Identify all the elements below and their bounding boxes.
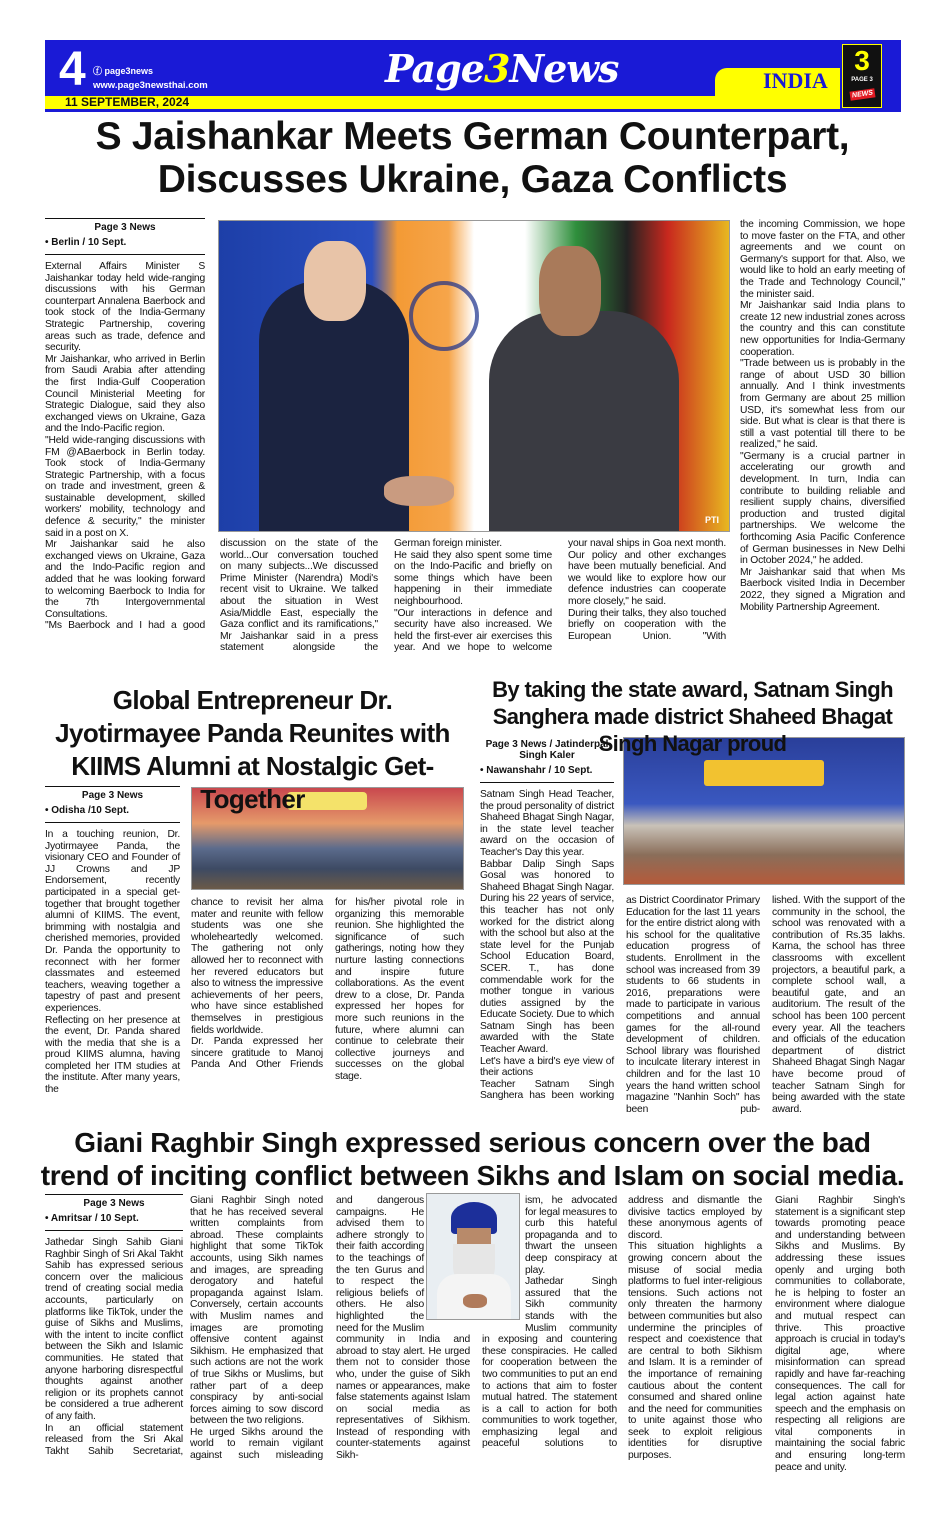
logo-text-left: Page (385, 46, 484, 91)
paragraph: the incoming Commission, we hope to move faster on the FTA, and other agreements and we count on Germany's support for that. Also, we would like to hold an early meeting of the Trade and Technology Council," the minister said. (740, 219, 905, 300)
logo-text-right: News (509, 46, 619, 91)
facebook-icon: ⓕ (93, 66, 105, 76)
face-baerbock (304, 241, 366, 321)
page-number: 4 (59, 43, 86, 96)
paragraph: During their talks, they also touched briefly on cooperation with the European Union. "With (568, 607, 726, 642)
byline-source: Page 3 News / Jatinderpal Singh Kaler (485, 739, 609, 761)
paragraph: Babbar Dalip Singh Saps Gosal was honored to Shaheed Bhagat Singh Nagar. During his 22 years of service, this teacher has not only worked for the district along with the school but also at the state level for the Punjab School Education Board, SCER. T., has done commendable work for the mother tongue in various duties assigned by the Educate Society. Due to which Satnam Singh has been awarded with the State Teacher Award. (480, 858, 614, 1056)
headline-satnam-singh: By taking the state award, Satnam Singh Sanghera made district Shaheed Bhagat Singh Nagar proud (492, 677, 893, 756)
paragraph: This situation highlights a growing concern about the misuse of social media platforms to fuel inter-religious tensions. Such actions not only threaten the harmony between communities but also undermine the principles of respect and coexistence that are central to both Sikhism and Islam. It is a reminder of the importance of remaining cautious about the content consumed and shared online and the need for communities to unite against those who seek to exploit religious identities for disruptive purposes. (628, 1241, 762, 1462)
article-column (628, 1195, 762, 1462)
stage-banner (704, 760, 824, 786)
paragraph: chance to revisit her alma mater and reunite with fellow students was one she wholeheartedly welcomed. The gathering not only allowed her to reconnect with her revered educators but also to witness the impressive achievements of her peers, who have since established themselves in prestigious fields worldwide. (191, 897, 323, 1036)
paragraph: Mr Jaishankar said India plans to create 12 new industrial zones across the country and this can constitute new opportunities for India-Germany cooperation. (740, 300, 905, 358)
dateline: • Berlin / 10 Sept. (45, 237, 127, 248)
byline (45, 1194, 183, 1231)
photo-jaishankar-baerbock (218, 220, 730, 532)
paragraph: ism, he advocated for legal measures to curb this hateful propaganda and to thwart the unseen deep conspiracy at play. (525, 1195, 617, 1276)
paragraph: Let's have a bird's eye view of their actions (480, 1055, 614, 1079)
article-column (772, 895, 905, 1115)
masthead (45, 40, 901, 112)
paragraph: "Our interactions in defence and security have also increased. We held the first-ever air exercises this year. And we hope to welcome (394, 607, 552, 654)
paragraph: address and dismantle the divisive tactics employed by these anonymous agents of discord. (628, 1195, 762, 1241)
headline-jaishankar: S Jaishankar Meets German Counterpart, Discusses Ukraine, Gaza Conflicts (95, 115, 850, 201)
paragraph: Jathedar Singh Sahib Giani Raghbir Singh of Sri Akal Takht Sahib has expressed serious concern over the malicious trend of creating social media accounts, particularly on platforms like TikTok, under the guise of Sikhs and Muslims, with the intent to incite conflict between the Sikh and Islamic communities. He stated that anyone harboring disrespectful thoughts against another religion or its prophets cannot be considered a true adherent of any faith. (45, 1237, 183, 1422)
article-column (775, 1195, 905, 1473)
headline-panda: Global Entrepreneur Dr. Jyotirmayee Panda Reunites with KIIMS Alumni at Nostalgic Get-Together (55, 685, 450, 814)
facebook-handle[interactable] (93, 64, 153, 77)
paragraph: Reflecting on her presence at the event, Dr. Panda shared with the media that she is a proud KIIMS alumna, having completed her ITM studies at the institute. After many years, the (45, 1014, 180, 1096)
paragraph: as District Coordinator Primary Education for the last 11 years for the entire district along with his school for the qualitative education progress of students. Enrollment in the school was increased from 39 students to 66 students in 2016, preparations were made to participate in various competitions and annual games for the all-round development of children. School library was flourished to inculcate literary interest in children and for the last 10 years the hand written school magazine "Nanhin Soch" has been pub- (626, 895, 760, 1115)
paragraph: External Affairs Minister S Jaishankar today held wide-ranging discussions with his German counterpart Annalena Baerbock and took stock of the India-Germany Strategic Partnership, covering areas such as trade, defence and security. (45, 261, 205, 354)
face-jaishankar (539, 246, 601, 336)
paragraph: Mr Jaishankar said that when Ms Baerbock visited India in December 2022, they signed a Migration and Mobility Partnership Agreement. (740, 566, 905, 613)
dateline: • Odisha /10 Sept. (45, 805, 130, 816)
article-column (45, 1237, 183, 1457)
photo-credit: PTI (704, 515, 719, 525)
paragraph: In an official statement released from the Sri Akal Takht Sahib Secretariat, (45, 1422, 183, 1457)
handshake (384, 476, 454, 506)
paragraph: Giani Raghbir Singh's statement is a significant step towards promoting peace and understanding between Sikhs and Muslims. By addressing these issues openly and urging both communities to collaborate, he is helping to foster an environment where dialogue and mutual respect can thrive. This proactive approach is crucial in today's digital age, where misinformation can spread rapidly and have far-reaching consequences. The call for legal action against hate speech and the emphasis on respecting all religions are vital components in maintaining the social fabric and ensuring long-term peace and unity. (775, 1195, 905, 1473)
dateline: • Nawanshahr / 10 Sept. (480, 765, 593, 776)
article-column (568, 538, 726, 642)
logo-number: 3 (483, 46, 510, 91)
paragraph: Mr Jaishankar said he also exchanged views on Ukraine, Gaza and the Indo-Pacific region and added that he was looking forward to welcoming Baerbock to India for the 7th Intergovernmental Consultations. (45, 539, 205, 620)
article-column (480, 789, 614, 1102)
badge-page: PAGE 3 (851, 77, 873, 83)
hands (463, 1294, 487, 1308)
edition-label: INDIA (763, 68, 828, 93)
paragraph: Giani Raghbir Singh noted that he has received several written complaints from abroad. These complaints highlight that some TikTok accounts, using Sikh names and images, are spreading derogatory and hateful propaganda against Islam. Conversely, certain accounts with Muslim names and images are promoting offensive content against Sikhism. He emphasized that such actions are not the work of true Sikhs or Muslims, but rather part of a deep conspiracy by anti-social forces aiming to sow discord between the two religions. (190, 1195, 323, 1427)
person-jaishankar (489, 311, 679, 532)
paragraph: Mr Jaishankar, who arrived in Berlin from Saudi Arabia after attending the first India-Gulf Cooperation Council Ministerial Meeting for Strategic Dialogue, said they also exchanged views on Ukraine, Gaza and the Indo-Pacific region. (45, 353, 205, 435)
article-column (220, 538, 378, 654)
byline (45, 218, 205, 255)
article-column (394, 538, 552, 654)
paragraph: He said they also spent some time on the Indo-Pacific and briefly on some things which have been happening in their immediate neighbourhood. (394, 549, 552, 607)
article-3-lead (480, 736, 614, 1102)
article-1-lead (45, 218, 205, 632)
article-column (191, 897, 323, 1071)
paragraph: Satnam Singh Head Teacher, the proud personality of district Shaheed Bhagat Singh Nagar, in the state level teacher award on the occasion of Teacher's Day this year. (480, 789, 614, 858)
article-4-lead (45, 1194, 183, 1457)
badge-news: NEWS (849, 88, 875, 100)
website-link[interactable]: www.page3newsthai.com (93, 80, 208, 91)
facebook-text: page3news (104, 66, 154, 76)
article-column (335, 897, 464, 1083)
byline-source: Page 3 News (83, 1198, 145, 1209)
paragraph: In a touching reunion, Dr. Jyotirmayee Panda, the visionary CEO and Founder of JJ Crowns and JP Endorsement, recently participated in a special get-together that brought together alumni of KIIMS. The event, brimming with nostalgia and cherished memories, provided Dr. Panda the opportunity to reconnect with her former classmates and esteemed teachers, weaving together a tapestry of past and present experiences. (45, 829, 180, 1014)
paragraph: Jathedar Singh assured that the Sikh community stands with the Muslim community in exposing and countering these conspiracies. He called for cooperation between the two communities to put an end to actions that aim to foster mutual hatred. The statement is a call to action for both communities to work together, emphasizing legal and peaceful solutions to (482, 1276, 617, 1450)
paragraph: German foreign minister. (394, 538, 502, 549)
dateline: • Amritsar / 10 Sept. (45, 1213, 139, 1224)
ashoka-chakra (409, 281, 479, 351)
paragraph: for his/her pivotal role in organizing this memorable reunion. She highlighted the significance of such gatherings, noting how they nurture lasting connections and inspire future collaborations. As the event drew to a close, Dr. Panda expressed her hopes for more such reunions in the future, where alumni can continue to celebrate their collective journeys and successes on the global stage. (335, 897, 464, 1082)
newspaper-logo (385, 46, 618, 91)
headline-giani-raghbir-singh: Giani Raghbir Singh expressed serious concern over the bad trend of inciting conflict between Sikhs and Islam on social media. (40, 1127, 905, 1191)
paragraph: lished. With the support of the community in the school, the school was renovated with a contribution of Rs.35 lakhs. Karna, the school has three classrooms with excellent projectors, a beautiful park, a complete school wall, a beautiful gate, and an auditorium. The result of the school has been 100 percent every year. All the teachers and officials of the education department of district Shaheed Bhagat Singh Nagar have become proud of teacher Satnam Singh for being awarded with the state award. (772, 895, 905, 1115)
paragraph: "Trade between us is probably in the range of about USD 30 billion annually. And I think investments from Germany are about 25 million USD, it's somewhat less from our side. But what is clear is that there is still a vast potential till there to be realized," he said. (740, 358, 905, 451)
paragraph: "Ms Baerbock and I had a good (45, 620, 205, 632)
byline-source: Page 3 News (81, 790, 144, 801)
badge-number: 3 (854, 45, 870, 76)
paragraph: your naval ships in Goa next month. Our policy and other exchanges have been mutually beneficial. And we would like to explore how our defence industries can cooperate more closely," he said. (568, 538, 726, 607)
page3-badge (842, 44, 882, 108)
article-column (740, 219, 905, 613)
photo-giani-raghbir-singh (426, 1193, 520, 1320)
article-column (190, 1195, 323, 1462)
article-2-lead (45, 786, 180, 1096)
paragraph: He urged Sikhs around the world to remain vigilant against such misleading (190, 1426, 323, 1462)
paragraph: Dr. Panda expressed her sincere gratitude to Manoj Panda And Other Friends (191, 1036, 323, 1071)
paragraph: "Germany is a crucial partner in accelerating our growth and development. In turn, India can contribute to building reliable and resilient supply chains, diversified production and trusted digital partnerships. We welcome the forthcoming Asia Pacific Conference of German businesses in New Delhi in October 2024," he added. (740, 450, 905, 567)
issue-date: 11 SEPTEMBER, 2024 (65, 95, 190, 109)
article-column (626, 895, 760, 1115)
paragraph: and dangerous campaigns. He advised them to adhere strongly to their faith according to the teachings of the ten Gurus and to respect the religious beliefs of others. He also highlighted the need for the Muslim community in India and abroad to stay alert. He urged them not to consider those who, under the guise of Sikh names or appearances, make false statements against Islam on social media as representatives of Sikhism. Instead of responding with counter-statements against Sikh- (336, 1195, 470, 1462)
paragraph: "Held wide-ranging discussions with FM @ABaerbock in Berlin today. Took stock of India-Germany Strategic Partnership, with a focus on trade and investment, green & sustainable development, skilled workers' mobility, technology and defence & security," the minister said in a post on X. (45, 434, 205, 539)
photo-award-ceremony (623, 737, 905, 885)
paragraph: Teacher Satnam Singh Sanghera has been working (480, 1078, 614, 1102)
paragraph: discussion on the state of the world...Our conversation touched on many subjects...We discussed Prime Minister (Narendra) Modi's recent visit to Ukraine. We talked about the situation in West Asia/Middle East, especially the Gaza conflict and its ramifications," Mr Jaishankar said in a press statement alongside the (220, 538, 378, 654)
article-column (45, 261, 205, 632)
byline-source: Page 3 News (94, 222, 156, 233)
article-column (45, 829, 180, 1096)
